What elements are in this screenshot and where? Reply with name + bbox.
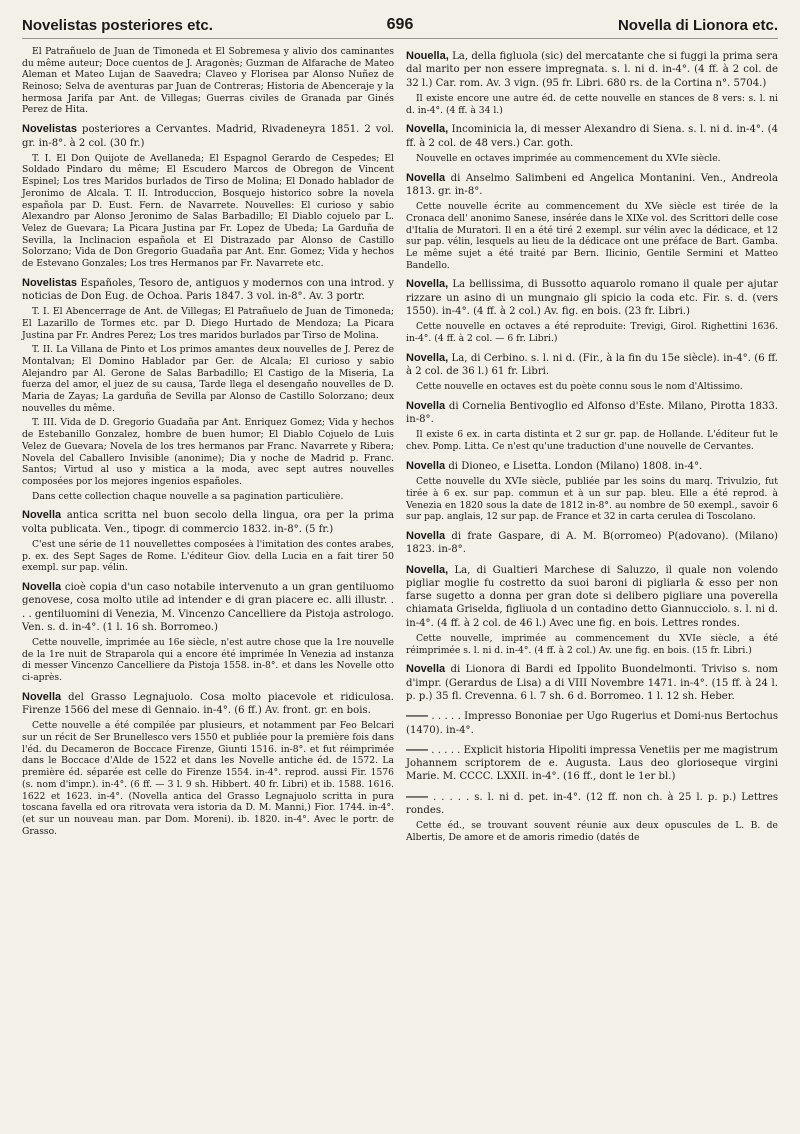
entry-headword: Novella xyxy=(406,459,446,472)
entry-headword: Novella, xyxy=(406,351,449,364)
bibliography-entry xyxy=(406,529,778,557)
left-column xyxy=(22,46,394,850)
entry-note xyxy=(406,820,778,843)
entry-text: . . . . . Impresso Bononiae per Ugo Rugerius et Domi-nus Bertochus (1470). in-4°. xyxy=(406,711,778,736)
entry-note xyxy=(406,93,778,116)
entry-text: Cette nouvelle en octaves est du poète connu sous le nom d'Altissimo. xyxy=(416,381,743,393)
entry-headword: Novella, xyxy=(406,278,449,291)
bibliography-entry xyxy=(22,690,394,718)
entry-text: Cette nouvelle, imprimée au commencement du XVIe siècle, a été réimprimée s. l. ni d. in-4°. (4 ff. à 2 col.) Av. une fig. en bois. (15 fr. Libri.) xyxy=(406,632,778,656)
page-number: 696 xyxy=(386,16,414,33)
bibliography-entry xyxy=(406,662,778,703)
entry-headword: Novella, xyxy=(406,563,449,576)
entry-text: La, di Gualtieri Marchese di Saluzzo, il quale non volendo pigliar moglie fu costretto da suoi baroni di pigliarla & esso per non farse sugetto a donna per gran dote si delibero pigliare una poverella chiamata Griselda, figliuola d un contadino detto Giannucciolo. s. l. ni d. in-4°. (4 ff. à 2 col. de 46 l.) Avec une fig. en bois. Lettres rondes. xyxy=(406,564,778,629)
entry-note xyxy=(22,344,394,414)
entry-note xyxy=(22,306,394,341)
entry-text: C'est une série de 11 nouvellettes composées à l'imitation des contes arabes, p. ex. des Sept Sages de Rome. L'éditeur Giov. della Lucia en a fait tirer 50 exempl. sur pap. vélin. xyxy=(22,538,394,574)
entry-text: Españoles, Tesoro de, antiguos y modernos con una introd. y noticias de Don Eug. de Ochoa. Paris 1847. 3 vol. in-8°. Av. 3 portr. xyxy=(22,277,394,303)
entry-text: Cette nouvelle du XVIe siècle, publiée par les soins du marq. Trivulzio, fut tirée à 6 ex. sur pap. commun et à un sur pap. bleu. Elle a été reprod. à Venezia en 1820 sous la date de 1812 in-8°. au nombre de 50 exempl., savoir 6 sur pap. anglais, 12 sur pap. de France et 32 in carta cerulea di Toscolano. xyxy=(406,476,778,523)
entry-headword: Nouella, xyxy=(406,50,449,62)
bibliography-entry xyxy=(22,276,394,304)
entry-text: . . . . . Explicit historia Hipoliti impressa Venetiis per me magistrum Johannem scriptorem de e. Augusta. Laus deo glorioseque virgini Marie. M. CCCC. LXXII. in-4°. (16 ff., dont le 1er bl.) xyxy=(406,744,778,783)
entry-text: antica scritta nel buon secolo della lingua, ora per la prima volta publicata. Ven., tipogr. di commercio 1832. in-8°. (5 fr.) xyxy=(22,510,394,535)
entry-note xyxy=(406,429,778,452)
entry-text: cioè copia d'un caso notabile intervenuto a un gran gentiluomo genovese, cosa molto utile ad intender e di gran piacere ec. alli illustr. . . . gentiluomini di Venezia, M. Vincenzo Cancelliere da Pistoja astrologo. Ven. s. d. in-4°. (1 l. 16 sh. Borromeo.) xyxy=(22,581,394,633)
entry-note xyxy=(22,153,394,270)
entry-text: Cette nouvelle a été compilée par plusieurs, et notamment par Feo Belcari sur un récit de Ser Brunellesco vers 1550 et publiée pour la première fois dans l'éd. du Decameron de Boccace Firenze, Giunti 1516. in-8°. et fut réimprimée dans le Boccace d'Alde de 1522 et dans les Novelle antiche éd. de 1572. La première éd. séparée est celle do Firenze 1554. in-4°. reprod. aussi Fir. 1576 (s. nom d'impr.). in-4°. (6 ff. — 3 l. 9 sh. Hibbert. 40 fr. Libri) et ib. 1588. 1616. 1622 et 1623. in-4°. (Novella antica del Grasso Legnajuolo scritta in pura toscana favella ed ora ritrovata vera istoria da D. M. Manni,) Fior. 1744. in-4°. (et sur un nouveau man. par Dom. Moreni). ib. 1820. in-4°. Avec le portr. de Grasso. xyxy=(22,720,394,837)
bibliography-entry xyxy=(406,743,778,784)
entry-note xyxy=(22,539,394,574)
entry-text: T. III. Vida de D. Gregorio Guadaña par Ant. Enriquez Gomez; Vida y hechos de Estebanillo Gonzalez, hombre de buen humor; El Diablo Cojuelo de Luis Velez de Guevara; Novela de los tres hermanos par Franc. Navarrete y Ribera; Novela del Caballero Invisible (anonime); Dia y noche de Madrid p. Franc. Santos; Virtud al uso y mistica a la moda, avec sept autres nouvelles composées por los mejores ingenios españoles. xyxy=(22,417,394,487)
bibliography-entry xyxy=(406,171,778,199)
entry-text: di Cornelia Bentivoglio ed Alfonso d'Este. Milano, Pirotta 1833. in-8°. xyxy=(406,400,778,426)
entry-headword: Novelistas xyxy=(22,276,78,289)
entry-headword: Novella xyxy=(406,663,446,676)
entry-text: Dans cette collection chaque nouvelle a sa pagination particulière. xyxy=(32,490,344,502)
entry-headword: Novelistas xyxy=(22,123,78,136)
bibliography-entry xyxy=(22,580,394,634)
entry-text: La, di Cerbino. s. l. ni d. (Fir., à la fin du 15e siècle). in-4°. (6 ff. à 2 col. de 36 l.) 61 fr. Libri. xyxy=(406,352,778,377)
entry-text: di Dioneo, e Lisetta. London (Milano) 1808. in-4°. xyxy=(445,460,703,472)
entry-text: Cette nouvelle en octaves a été reproduite: Trevigi, Girol. Righettini 1636. in-4°. (4 ff. à 2 col. — 6 fr. Libri.) xyxy=(406,321,778,344)
entry-note xyxy=(22,46,394,116)
entry-headword: Novella xyxy=(22,690,62,703)
header-right-title: Novella di Lionora etc. xyxy=(617,17,778,34)
entry-text: posteriores a Cervantes. Madrid, Rivadeneyra 1851. 2 vol. gr. in-8°. à 2 col. (30 fr.) xyxy=(22,124,394,149)
entry-text: Incominicia la, di messer Alexandro di Siena. s. l. ni d. in-4°. (4 ff. à 2 col. de 48 vers.) Car. goth. xyxy=(406,124,778,149)
entry-text: Cette nouvelle, imprimée au 16e siècle, n'est autre chose que la 1re nouvelle de la 1re nuit de Straparola qui a encore été imprimée In Venezia ad instanza di messer Vincenzo Cancelliere da Pistoja 1558. in-8°. et dans les Novelle otto ci-après. xyxy=(22,637,394,684)
bibliography-entry xyxy=(406,49,778,90)
entry-text: . . . . . s. l. ni d. pet. in-4°. (12 ff. non ch. à 25 l. p. p.) Lettres rondes. xyxy=(406,791,778,816)
entry-text: di frate Gaspare, di A. M. B(orromeo) P(adovano). (Milano) 1823. in-8°. xyxy=(406,530,778,556)
entry-text: Il existe encore une autre éd. de cette nouvelle en stances de 8 vers: s. l. ni d. in-4°. (4 ff. à 34 l.) xyxy=(406,92,778,116)
entry-note xyxy=(22,720,394,837)
entry-text: T. II. La Villana de Pinto et Los primos amantes deux nouvelles de J. Perez de Montalvan; El Domino Hablador par Ger. de Alcala; El curioso y sabio Alejandro par Al. Gerone de Salas Barbadillo; El Castigo de la Miseria, La fuerza del amor, el juez de su causa, Tarde llega el desengaño nouvelles de D. Maria de Zayas; La garduña de Sevilla par Alonso de Castillo Solorzano; deux nouvelles du même. xyxy=(22,344,394,414)
entry-text: T. I. El Abencerrage de Ant. de Villegas; El Patrañuelo de Juan de Timoneda; El Lazarillo de Tormes etc. par D. Diego Hurtado de Mendoza; La Picara Justina par Fr. Andres Perez; Los tres maridos burlados par Tirso de Molina. xyxy=(22,306,394,341)
entry-headword: Novella, xyxy=(406,123,449,136)
entry-text: Il existe 6 ex. in carta distinta et 2 sur gr. pap. de Hollande. L'éditeur fut le chev. Pomp. Litta. Ce n'est qu'une traduction d'une nouvelle de Cervantes. xyxy=(406,429,778,453)
entry-note xyxy=(22,417,394,487)
entry-headword: —— xyxy=(406,743,428,756)
bibliography-entry xyxy=(406,399,778,427)
bibliography-entry xyxy=(406,709,778,737)
bibliography-entry xyxy=(406,563,778,630)
entry-note xyxy=(406,153,778,165)
entry-text: Cette nouvelle écrite au commencement du XVe siècle est tirée de la Cronaca dell' anonimo Sanese, insérée dans le XIXe vol. des Scrittori delle cose d'Italia de Muratori. Il en a été tiré 2 exempl. sur vélin avec la dédicace, et 12 sur pap. vélin, lesquels au lieu de la dédicace ont une préface de Bart. Gamba. Le même sujet a été traité par Bern. Ilicinio, Gentile Sermini et Matteo Bandello. xyxy=(406,201,778,271)
entry-note xyxy=(22,637,394,684)
entry-text: La, della figluola (sic) del mercatante che si fuggi la prima sera dal marito per non essere impregnata. s. l. ni d. in-4°. (4 ff. à 2 col. de 32 l.) Car. rom. Av. 3 vign. (95 fr. Libri. 680 rs. de la Cortina n°. 5704.) xyxy=(406,51,778,89)
entry-text: El Patrañuelo de Juan de Timoneda et El Sobremesa y alivio dos caminantes du même auteur; Doce cuentos de J. Aragonès; Guzman de Alfarache de Mateo Aleman et Mateo Lujan de Saavedra; Claveo y Florisea par Alonso Nuñez de Reinoso; Selva de aventuras par Juan de Contreras; Historia de Abenceraje y la hermosa Jarifa par Ant. de Villegas; Guerras civiles de Granada par Ginés Perez de Hita. xyxy=(22,46,394,116)
bibliography-entry xyxy=(406,277,778,318)
bibliography-entry xyxy=(406,459,778,473)
bibliography-entry xyxy=(406,122,778,150)
entry-headword: Novella xyxy=(22,580,62,593)
bibliography-entry xyxy=(406,790,778,818)
entry-headword: Novella xyxy=(406,171,446,184)
entry-headword: Novella xyxy=(22,509,62,522)
entry-note xyxy=(406,381,778,393)
bibliography-entry xyxy=(22,122,394,150)
entry-headword: Novella xyxy=(406,399,446,412)
entry-note xyxy=(406,321,778,344)
entry-text: La bellissima, di Bussotto aquarolo romano il quale per ajutar rizzare un asino di un mungnaio gli spicio la coda etc. Fir. s. d. (vers 1550). in-4°. (4 ff. à 2 col.) Av. fig. en bois. (23 fr. Libri.) xyxy=(406,279,778,317)
header-left-title: Novelistas posteriores etc. xyxy=(22,17,213,34)
two-column-body xyxy=(22,46,778,850)
entry-headword: —— xyxy=(406,790,428,803)
entry-text: di Anselmo Salimbeni ed Angelica Montanini. Ven., Andreola 1813. gr. in-8°. xyxy=(406,172,778,197)
running-header xyxy=(22,0,778,39)
entry-text: del Grasso Legnajuolo. Cosa molto piacevole et ridiculosa. Firenze 1566 del mese di Gennaio. in-4°. (6 ff.) Av. front. gr. en bois. xyxy=(22,691,394,717)
entry-note xyxy=(406,201,778,271)
bibliography-entry xyxy=(22,508,394,536)
entry-text: di Lionora di Bardi ed Ippolito Buondelmonti. Triviso s. nom d'impr. (Gerardus de Lisa) a di VIII Novembre 1471. in-4°. (15 ff. à 24 l. p. p.) 35 fl. Crevenna. 6 l. 7 sh. 6 d. Borromeo. 1 l. 12 sh. Heber. xyxy=(406,664,778,702)
entry-note xyxy=(406,633,778,656)
entry-text: Cette éd., se trouvant souvent réunie aux deux opuscules de L. B. de Albertis, De amore et de amoris rimedio (datés de xyxy=(406,820,778,843)
entry-headword: Novella xyxy=(406,529,446,542)
entry-note xyxy=(22,491,394,503)
entry-text: T. I. El Don Quijote de Avellaneda; El Espagnol Gerardo de Cespedes; El Soldado Pindaro du même; El Escudero Marcos de Obregon de Vincent Espinel; Los tres Maridos burlados de Tirso de Molina; El Donado hablador de Jeronimo de Alcala. T. II. Introduccion, Bosquejo historico sobre la novela española par D. Eust. Fern. de Navarrete. Nouvelles: El curioso y sabio Alexandro par Alonso Jeronimo de Salas Barbadillo; El Diablo cojuelo par L. Velez de Guevara; La Picara Justina par Fr. Lopez de Ubeda; La Garduña de Sevilla, la Inclinacion española et El Distrazado par Alonso de Castillo Solorzano; Vida de Don Gregorio Guadaña par Ant. Enr. Gomez; Vida y hechos de Estevano Gonzales; Los tres Hermanos par Fr. Navarrete etc. xyxy=(22,152,394,269)
right-column xyxy=(406,49,778,850)
bibliography-entry xyxy=(406,351,778,379)
entry-headword: —— xyxy=(406,710,428,723)
entry-note xyxy=(406,476,778,523)
entry-text: Nouvelle en octaves imprimée au commencement du XVIe siècle. xyxy=(416,152,721,164)
